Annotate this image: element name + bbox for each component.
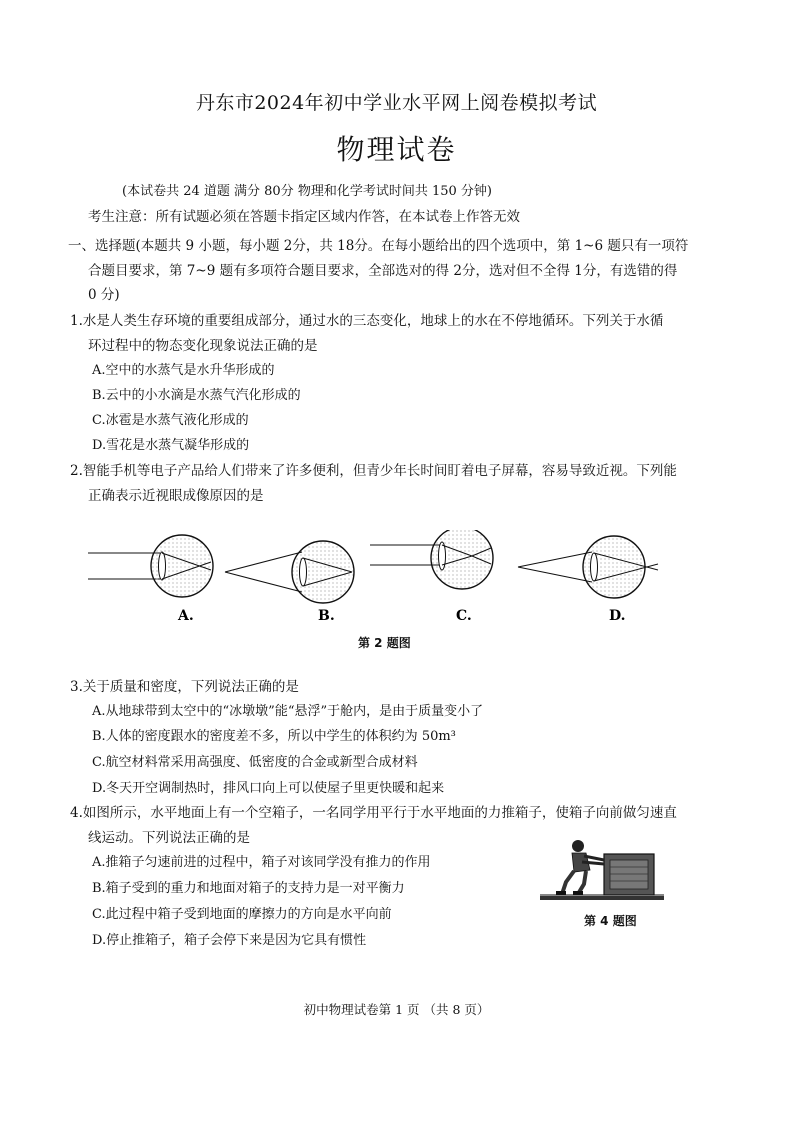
page-footer: 初中物理试卷第 1 页 （共 8 页） bbox=[303, 1002, 490, 1017]
q1-stem-line-1: 1.水是人类生存环境的重要组成部分，通过水的三态变化，地球上的水在不停地循环。下列关于水循 bbox=[70, 313, 664, 329]
q3-option-d: D.冬天开空调制热时，排风口向上可以使屋子里更快暖和起来 bbox=[92, 781, 445, 796]
exam-notice: 考生注意：所有试题必须在答题卡指定区域内作答，在本试卷上作答无效 bbox=[88, 209, 520, 225]
q4-option-b: B.箱子受到的重力和地面对箱子的支持力是一对平衡力 bbox=[92, 881, 405, 896]
q4-stem-line-1: 4.如图所示，水平地面上有一个空箱子，一名同学用平行于水平地面的力推箱子，使箱子向前做匀速直 bbox=[70, 805, 677, 821]
q3-option-b: B.人体的密度跟水的密度差不多，所以中学生的体积约为 50m³ bbox=[92, 729, 456, 744]
box-drawing bbox=[604, 854, 654, 895]
q4-option-c: C.此过程中箱子受到地面的摩擦力的方向是水平向前 bbox=[92, 907, 392, 922]
eye-diagram-d bbox=[518, 536, 658, 598]
section-instruction-line-1: 一、选择题(本题共 9 小题，每小题 2分，共 18分。在每小题给出的四个选项中，第 1~6 题只有一项符 bbox=[68, 238, 689, 254]
subject-title: 物理试卷 bbox=[336, 133, 457, 166]
q1-option-a: A.空中的水蒸气是水升华形成的 bbox=[92, 363, 275, 378]
q2-figure-caption: 第 2 题图 bbox=[358, 636, 411, 650]
exam-title: 丹东市2024年初中学业水平网上阅卷模拟考试 bbox=[195, 92, 598, 114]
section-instruction-line-3: 0 分) bbox=[88, 287, 120, 303]
q1-option-c: C.冰雹是水蒸气液化形成的 bbox=[92, 413, 249, 428]
eye-diagrams-figure bbox=[80, 530, 680, 630]
eye-label-c: C. bbox=[456, 608, 472, 624]
eye-diagram-a bbox=[88, 535, 213, 597]
q3-stem: 3.关于质量和密度，下列说法正确的是 bbox=[70, 679, 299, 695]
q1-option-d: D.雪花是水蒸气凝华形成的 bbox=[92, 438, 250, 453]
pushing-box-figure bbox=[540, 838, 664, 908]
q1-stem-line-2: 环过程中的物态变化现象说法正确的是 bbox=[88, 338, 318, 354]
q3-option-a: A.从地球带到太空中的“冰墩墩”能“悬浮”于舱内，是由于质量变小了 bbox=[92, 704, 484, 719]
q4-option-a: A.推箱子匀速前进的过程中，箱子对该同学没有推力的作用 bbox=[92, 855, 431, 870]
q3-option-c: C.航空材料常采用高强度、低密度的合金或新型合成材料 bbox=[92, 755, 418, 770]
student-drawing bbox=[556, 840, 604, 895]
eye-label-b: B. bbox=[318, 608, 335, 624]
q4-stem-line-2: 线运动。下列说法正确的是 bbox=[88, 830, 250, 846]
eye-label-d: D. bbox=[609, 608, 626, 624]
exam-info: (本试卷共 24 道题 满分 80分 物理和化学考试时间共 150 分钟) bbox=[122, 184, 492, 199]
eye-diagram-c bbox=[370, 530, 493, 589]
eye-diagram-b bbox=[225, 541, 354, 603]
q1-option-b: B.云中的小水滴是水蒸气汽化形成的 bbox=[92, 388, 301, 403]
eye-label-a: A. bbox=[178, 608, 194, 624]
q2-stem-line-2: 正确表示近视眼成像原因的是 bbox=[88, 488, 264, 504]
section-instruction-line-2: 合题目要求，第 7~9 题有多项符合题目要求，全部选对的得 2分，选对但不全得 1分，有选错的得 bbox=[88, 263, 678, 279]
q2-stem-line-1: 2.智能手机等电子产品给人们带来了许多便利，但青少年长时间盯着电子屏幕，容易导致近视。下列能 bbox=[70, 463, 677, 479]
q4-figure-caption: 第 4 题图 bbox=[584, 914, 637, 928]
q4-option-d: D.停止推箱子，箱子会停下来是因为它具有惯性 bbox=[92, 933, 367, 948]
